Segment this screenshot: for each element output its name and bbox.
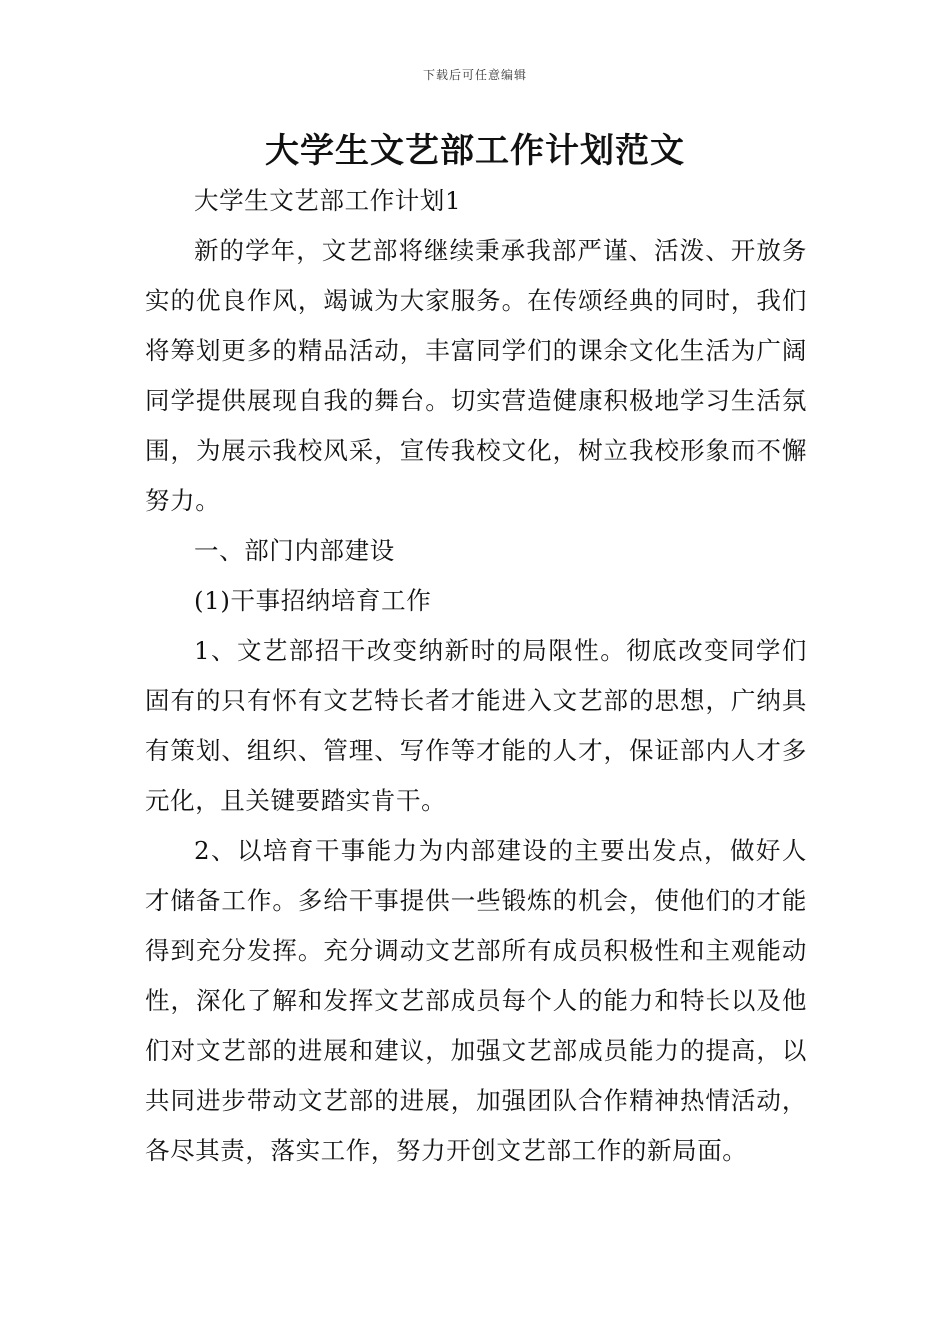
section-heading-internal-construction: 一、部门内部建设: [194, 536, 395, 565]
paragraph-item-2: 2、以培育干事能力为内部建设的主要出发点，做好人才储备工作。多给干事提供一些锻炼的机会，使他们的才能得到充分发挥。充分调动文艺部所有成员积极性和主观能动性，深化了解和发挥文艺部成员每个人的能力和特长以及他们对文艺部的进展和建议，加强文艺部成员能力的提高，以共同进步带动文艺部的进展，加强团队合作精神热情活动，各尽其责，落实工作，努力开创文艺部工作的新局面。: [145, 836, 807, 1165]
plan-heading: 大学生文艺部工作计划1: [194, 186, 462, 215]
intro-paragraph: 新的学年，文艺部将继续秉承我部严谨、活泼、开放务实的优良作风，竭诚为大家服务。在传颂经典的同时，我们将筹划更多的精品活动，丰富同学们的课余文化生活为广阔同学提供展现自我的舞台。切实营造健康积极地学习生活氛围，为展示我校风采，宣传我校文化，树立我校形象而不懈努力。: [145, 236, 807, 515]
document-body: [145, 176, 807, 1176]
document-title: 大学生文艺部工作计划范文: [265, 131, 685, 171]
subsection-heading-recruitment: (1)干事招纳培育工作: [194, 586, 432, 615]
paragraph-item-1: 1、文艺部招干改变纳新时的局限性。彻底改变同学们固有的只有怀有文艺特长者才能进入文艺部的思想，广纳具有策划、组织、管理、写作等才能的人才，保证部内人才多元化，且关键要踏实肯干。: [145, 636, 807, 815]
header-note: 下载后可任意编辑: [422, 68, 527, 82]
